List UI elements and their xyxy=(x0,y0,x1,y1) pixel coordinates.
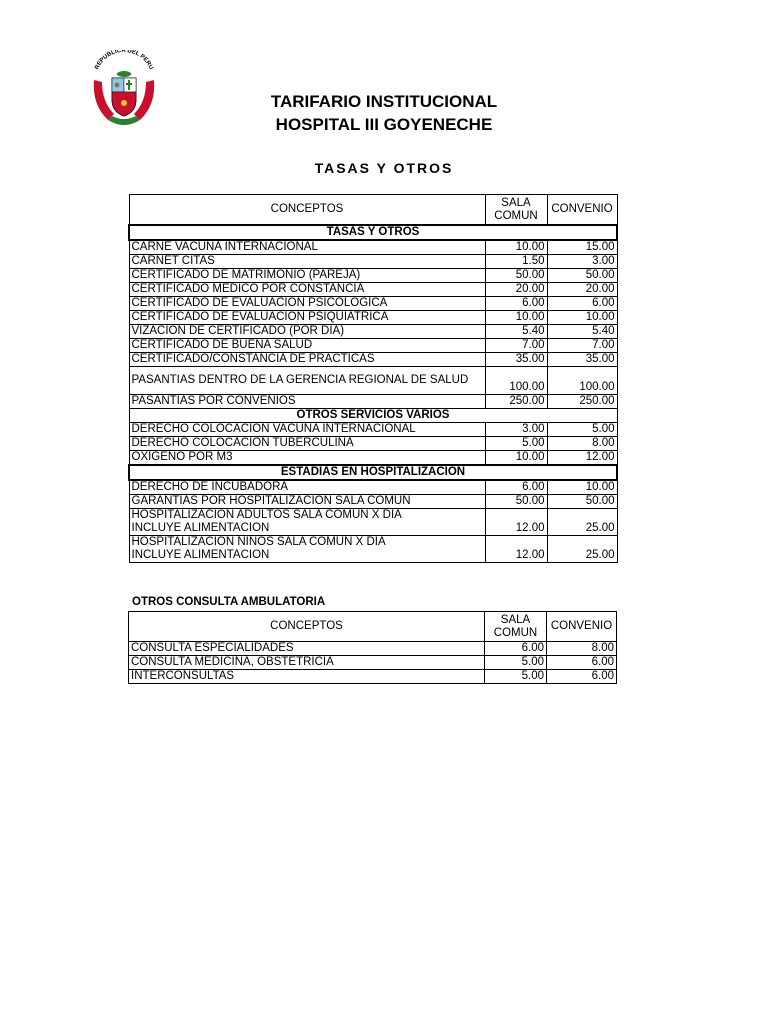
concept-cell: CONSULTA ESPECIALIDADES xyxy=(129,642,485,656)
convenio-cell: 250.00 xyxy=(547,395,617,409)
concept-cell: CARNET CITAS xyxy=(129,255,485,269)
table-row xyxy=(129,367,617,395)
sala-comun-cell: 6.00 xyxy=(485,642,547,656)
sala-comun-cell: 6.00 xyxy=(485,480,547,495)
sala-comun-cell: 12.00 xyxy=(485,509,547,536)
column-header-conceptos: CONCEPTOS xyxy=(129,195,485,226)
table-row xyxy=(129,255,617,269)
document-title-line1: TARIFARIO INSTITUCIONAL xyxy=(270,92,498,111)
convenio-cell: 5.00 xyxy=(547,423,617,437)
table-row xyxy=(129,240,617,255)
sala-comun-cell: 20.00 xyxy=(485,283,547,297)
concept-cell: HOSPITALIZACION NINOS SALA COMUN X DIA INCLUYE ALIMENTACION xyxy=(129,536,485,563)
sala-comun-cell: 7.00 xyxy=(485,339,547,353)
sala-comun-cell: 5.00 xyxy=(485,437,547,451)
sala-comun-cell: 250.00 xyxy=(485,395,547,409)
table-row xyxy=(129,311,617,325)
sala-comun-cell: 100.00 xyxy=(485,367,547,395)
convenio-cell: 6.00 xyxy=(547,297,617,311)
table-row xyxy=(129,297,617,311)
sala-comun-cell: 50.00 xyxy=(485,269,547,283)
column-header-conceptos: CONCEPTOS xyxy=(129,612,485,642)
section-title: OTROS SERVICIOS VARIOS xyxy=(129,409,617,423)
convenio-cell: 25.00 xyxy=(547,509,617,536)
sala-comun-cell: 12.00 xyxy=(485,536,547,563)
table-header-row xyxy=(129,612,617,642)
column-header-sala-comun: SALA COMUN xyxy=(485,612,547,642)
convenio-cell: 15.00 xyxy=(547,240,617,255)
convenio-cell: 20.00 xyxy=(547,283,617,297)
convenio-cell: 3.00 xyxy=(547,255,617,269)
sala-comun-cell: 10.00 xyxy=(485,240,547,255)
column-header-convenio: CONVENIO xyxy=(547,612,617,642)
convenio-cell: 35.00 xyxy=(547,353,617,367)
concept-cell: VIZACION DE CERTIFICADO (POR DIA) xyxy=(129,325,485,339)
concept-cell: CERTIFICADO DE EVALUACION PSIQUIATRICA xyxy=(129,311,485,325)
convenio-cell: 100.00 xyxy=(547,367,617,395)
table-row xyxy=(129,670,617,684)
section-title: TASAS Y OTROS xyxy=(129,225,617,240)
sala-comun-cell: 6.00 xyxy=(485,297,547,311)
svg-text:REPUBLICA DEL PERU: REPUBLICA DEL PERU xyxy=(94,50,154,71)
convenio-cell: 8.00 xyxy=(547,437,617,451)
table-row xyxy=(129,642,617,656)
table-row xyxy=(129,269,617,283)
concept-cell: CERTIFICADO DE BUENA SALUD xyxy=(129,339,485,353)
convenio-cell: 5.40 xyxy=(547,325,617,339)
section-title: ESTADIAS EN HOSPITALIZACION xyxy=(129,465,617,480)
sala-comun-cell: 10.00 xyxy=(485,451,547,466)
document-title-line2: HOSPITAL III GOYENECHE xyxy=(275,115,493,134)
sala-comun-cell: 50.00 xyxy=(485,495,547,509)
concept-cell: PASANTIAS DENTRO DE LA GERENCIA REGIONAL DE SALUD xyxy=(129,367,485,395)
concept-cell: DERECHO COLOCACION TUBERCULINA xyxy=(129,437,485,451)
convenio-cell: 50.00 xyxy=(547,269,617,283)
convenio-cell: 10.00 xyxy=(547,311,617,325)
table-row xyxy=(129,339,617,353)
concept-cell: PASANTIAS POR CONVENIOS xyxy=(129,395,485,409)
concept-cell: GARANTIAS POR HOSPITALIZACION SALA COMUN xyxy=(129,495,485,509)
table-row xyxy=(129,353,617,367)
convenio-cell: 8.00 xyxy=(547,642,617,656)
table-row xyxy=(129,325,617,339)
table-row xyxy=(129,536,617,563)
table-header-row xyxy=(129,195,617,226)
convenio-cell: 10.00 xyxy=(547,480,617,495)
document-subtitle: TASAS Y OTROS xyxy=(314,160,454,176)
convenio-cell: 50.00 xyxy=(547,495,617,509)
convenio-cell: 6.00 xyxy=(547,656,617,670)
table-row xyxy=(129,451,617,466)
section-header-row xyxy=(129,225,617,240)
section-header-row xyxy=(129,409,617,423)
table-row xyxy=(129,495,617,509)
concept-cell: CONSULTA MEDICINA, OBSTETRICIA xyxy=(129,656,485,670)
table-row xyxy=(129,283,617,297)
concept-cell: CERTIFICADO DE EVALUACION PSICOLOGICA xyxy=(129,297,485,311)
table-row xyxy=(129,437,617,451)
section-header-row xyxy=(129,465,617,480)
table-row xyxy=(129,656,617,670)
column-header-convenio: CONVENIO xyxy=(547,195,617,226)
tariff-table-main xyxy=(128,194,618,563)
table-row xyxy=(129,423,617,437)
concept-cell: CERTIFICADO MEDICO POR CONSTANCIA xyxy=(129,283,485,297)
concept-cell: DERECHO DE INCUBADORA xyxy=(129,480,485,495)
concept-cell: CERTIFICADO DE MATRIMONIO (PAREJA) xyxy=(129,269,485,283)
table-row xyxy=(129,480,617,495)
concept-cell: HOSPITALIZACION ADULTOS SALA COMUN X DIA INCLUYE ALIMENTACION xyxy=(129,509,485,536)
section-label-consulta-ambulatoria: OTROS CONSULTA AMBULATORIA xyxy=(132,596,326,608)
table-row xyxy=(129,395,617,409)
concept-cell: DERECHO COLOCACION VACUNA INTERNACIONAL xyxy=(129,423,485,437)
sala-comun-cell: 3.00 xyxy=(485,423,547,437)
sala-comun-cell: 5.00 xyxy=(485,656,547,670)
concept-cell: CARNÉ VACUNA INTERNACIONAL xyxy=(129,240,485,255)
sala-comun-cell: 1.50 xyxy=(485,255,547,269)
table-row xyxy=(129,509,617,536)
convenio-cell: 6.00 xyxy=(547,670,617,684)
concept-cell: INTERCONSULTAS xyxy=(129,670,485,684)
sala-comun-cell: 5.00 xyxy=(485,670,547,684)
sala-comun-cell: 10.00 xyxy=(485,311,547,325)
column-header-sala-comun: SALA COMUN xyxy=(485,195,547,226)
convenio-cell: 12.00 xyxy=(547,451,617,466)
concept-cell: OXIGENO POR M3 xyxy=(129,451,485,466)
convenio-cell: 25.00 xyxy=(547,536,617,563)
sala-comun-cell: 5.40 xyxy=(485,325,547,339)
sala-comun-cell: 35.00 xyxy=(485,353,547,367)
concept-cell: CERTIFICADO/CONSTANCIA DE PRACTICAS xyxy=(129,353,485,367)
convenio-cell: 7.00 xyxy=(547,339,617,353)
tariff-table-consulta xyxy=(128,611,617,684)
